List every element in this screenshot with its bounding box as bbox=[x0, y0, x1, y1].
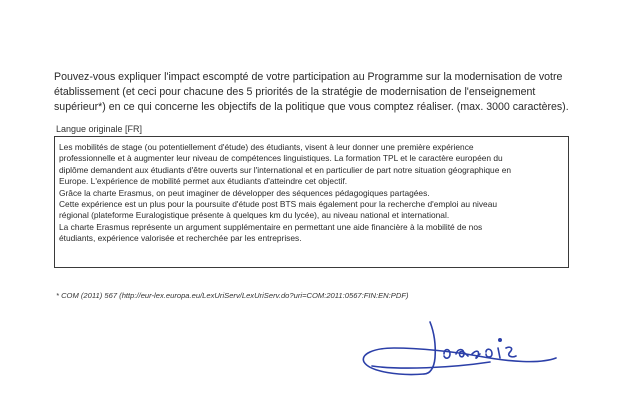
answer-line: Grâce la charte Erasmus, on peut imaginer de développer des séquences pédagogiques partagées. bbox=[59, 187, 430, 198]
answer-line: Les mobilités de stage (ou potentiellement d'étude) des étudiants, visent à leur donner une première expérience bbox=[59, 142, 474, 152]
answer-line: diplôme demandent aux étudiants d'être ouverts sur l'international et en particulier de part notre situation géographique en bbox=[59, 164, 512, 175]
answer-line: professionnelle et à augmenter leur niveau de compétences linguistiques. La formation TPL et le caractère européen du bbox=[59, 153, 503, 164]
answer-line: étudiants, expérience valorisée et recherchée par les entreprises. bbox=[59, 233, 302, 244]
question-text bbox=[54, 70, 574, 115]
language-label: Langue originale [FR] bbox=[56, 124, 143, 134]
footnote: * COM (2011) 567 (http://eur-lex.europa.eu/LexUriServ/LexUriServ.do?uri=COM:2011:0567:FIN:EN:PDF) bbox=[56, 291, 409, 300]
handwritten-signature bbox=[360, 318, 560, 388]
answer-line: régional (plateforme Euralogistique présente à quelques km du lycée), au niveau national et international. bbox=[59, 210, 450, 221]
answer-line: La charte Erasmus représente un argument supplémentaire en permettant une aide financière à la mobilité de nos bbox=[59, 221, 483, 232]
answer-box bbox=[54, 136, 569, 268]
question-line: Pouvez-vous expliquer l'impact escompté de votre participation au Programme sur la modernisation de votre bbox=[54, 71, 563, 83]
question-line: établissement (et ceci pour chacune des 5 priorités de la stratégie de modernisation de l'enseignement bbox=[54, 86, 536, 98]
answer-line: Cette expérience est un plus pour la poursuite d'étude post BTS mais également pour la recherche d'emploi au niveau bbox=[59, 199, 498, 210]
question-line: supérieur*) en ce qui concerne les objectifs de la politique que vous comptez réaliser. (max. 3000 caractères). bbox=[54, 101, 569, 113]
answer-line: Europe. L'expérience de mobilité permet aux étudiants d'atteindre cet objectif. bbox=[59, 176, 348, 187]
